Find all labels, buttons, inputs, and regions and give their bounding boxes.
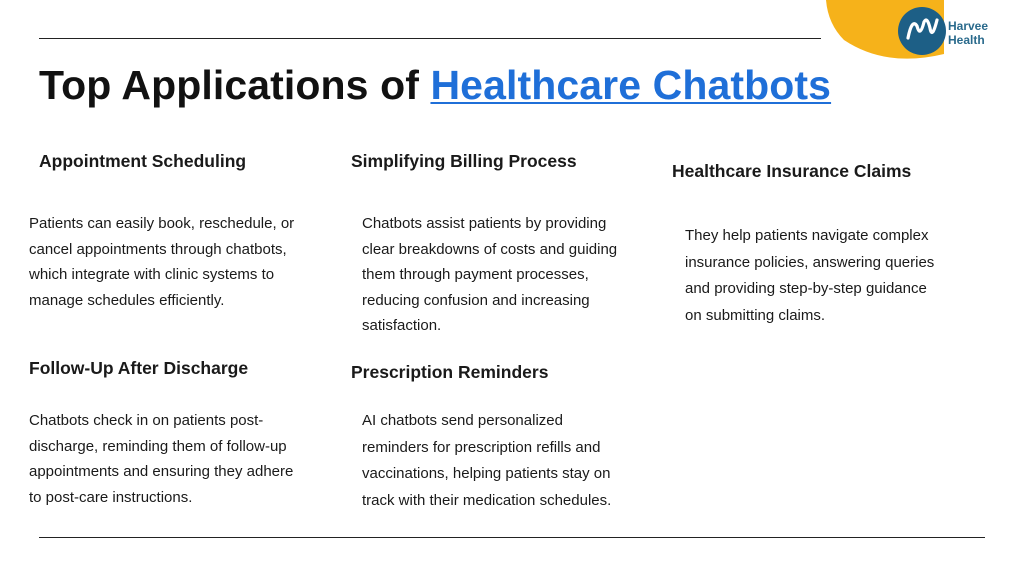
billing-line: clear breakdowns of costs and guiding bbox=[362, 240, 618, 258]
prescription-line: reminders for prescription refills and bbox=[362, 438, 601, 456]
page-title bbox=[39, 62, 831, 109]
insurance-body bbox=[685, 223, 934, 329]
title-prefix: Top Applications of bbox=[39, 62, 431, 108]
appointment-line: which integrate with clinic systems to bbox=[29, 266, 275, 283]
prescription-body bbox=[362, 408, 611, 514]
followup-line: discharge, reminding them of follow-up bbox=[29, 437, 287, 455]
billing-line: reducing confusion and increasing bbox=[362, 291, 590, 309]
followup-line: to post-care instructions. bbox=[29, 488, 193, 506]
prescription-heading: Prescription Reminders bbox=[351, 362, 549, 382]
title-highlight-link[interactable]: Healthcare Chatbots bbox=[430, 62, 832, 108]
bottom-divider bbox=[39, 537, 985, 538]
harvee-health-logo bbox=[826, 0, 1024, 62]
insurance-heading: Healthcare Insurance Claims bbox=[672, 161, 912, 181]
followup-body bbox=[29, 408, 293, 510]
logo-name-line2: Health bbox=[948, 33, 985, 47]
appointment-heading: Appointment Scheduling bbox=[39, 151, 247, 171]
appointment-body bbox=[29, 211, 294, 313]
followup-heading: Follow-Up After Discharge bbox=[29, 358, 249, 378]
billing-line: them through payment processes, bbox=[362, 266, 589, 283]
appointment-line: cancel appointments through chatbots, bbox=[29, 240, 287, 258]
followup-line: appointments and ensuring they adhere bbox=[29, 463, 294, 480]
logo-name-line1: Harvee bbox=[948, 19, 989, 33]
insurance-line: and providing step-by-step guidance bbox=[685, 280, 927, 297]
prescription-line: track with their medication schedules. bbox=[362, 491, 612, 509]
billing-body bbox=[362, 211, 617, 339]
top-divider bbox=[39, 38, 821, 39]
prescription-line: AI chatbots send personalized bbox=[362, 412, 563, 429]
insurance-line: They help patients navigate complex bbox=[685, 227, 929, 244]
prescription-line: vaccinations, helping patients stay on bbox=[362, 465, 611, 482]
insurance-line: insurance policies, answering queries bbox=[685, 253, 935, 271]
billing-heading: Simplifying Billing Process bbox=[351, 151, 577, 171]
appointment-line: Patients can easily book, reschedule, or bbox=[29, 215, 295, 232]
appointment-line: manage schedules efficiently. bbox=[29, 291, 225, 309]
billing-line: satisfaction. bbox=[362, 317, 442, 334]
billing-line: Chatbots assist patients by providing bbox=[362, 215, 607, 232]
followup-line: Chatbots check in on patients post- bbox=[29, 412, 264, 429]
insurance-line: on submitting claims. bbox=[685, 306, 826, 324]
